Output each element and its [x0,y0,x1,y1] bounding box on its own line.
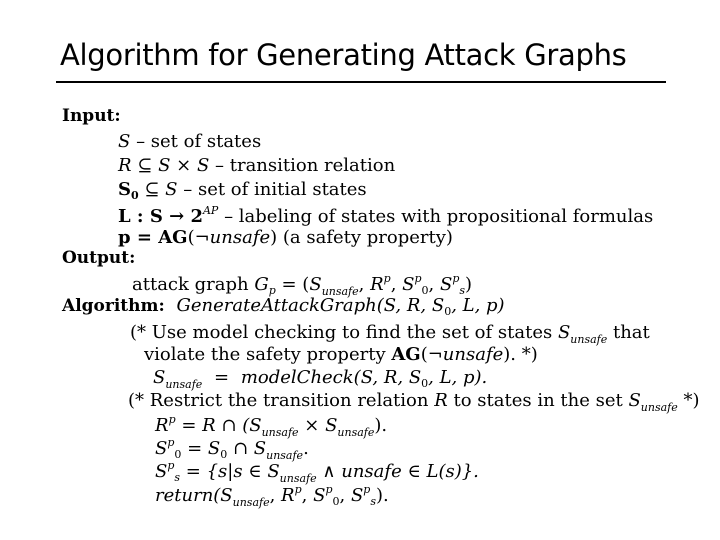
R-ret: R [281,485,295,506]
S-rp1: S [249,415,262,436]
ap-superscript: AP [202,204,219,217]
s-sub: s [459,284,466,297]
unsafe-sub-c3: unsafe [640,401,678,414]
Ss-ret: S [350,485,364,506]
paren-open: (¬ [187,227,210,248]
property-eq: = [130,227,159,248]
R-p: R [370,274,384,295]
unsafe-sub-c1: unsafe [570,333,608,346]
args-zero: 0 [444,305,452,318]
return-close: ). [376,485,389,506]
unsafe-sub-ret: unsafe [232,496,270,509]
two: 2 [190,206,203,227]
function-args-end: , L, p) [451,295,505,316]
R-rp: R [155,415,169,436]
algorithm-line [62,297,505,317]
zero-s0p-2: 0 [220,448,228,461]
mc-zero: 0 [421,377,429,390]
p-sup-3: p [452,272,460,285]
tuple-close: ) [465,274,473,295]
modelcheck-args: (S, R, S [353,367,422,388]
cap: ∩ S [227,438,267,459]
assign-eq: = [208,367,235,388]
input-property-line [118,229,453,247]
symbol-R: R [118,155,132,176]
p-sup-ret2: p [325,483,333,496]
S0-p: S [402,274,415,295]
p-sub: p [268,284,276,297]
symbol-S: S [118,131,131,152]
initial-description: – set of initial states [177,179,367,200]
s-sub-ret: s [370,495,376,508]
p-sup-1: p [383,272,391,285]
in-L: ∈ L(s)}. [401,461,479,482]
comment1-text: (* Use model checking to find the set of states [130,322,558,343]
labeling-math: : S → [130,206,191,227]
p-sup-rp: p [168,413,176,426]
unsafe-symbol: unsafe [209,227,271,248]
slide-title: Algorithm for Generating Attack Graphs [60,38,627,72]
p-sup-ret1: p [294,483,302,496]
return-open: (S [213,485,233,506]
s-sub-ssp: s [174,471,181,484]
s0p-period: . [303,438,309,459]
transition-description: – transition relation [209,155,396,176]
S0-ret: S [313,485,326,506]
input-transition-line [118,157,395,175]
comment3-mid: to states in the set [447,390,629,411]
ret-comma-2: , [301,485,314,506]
p-sup-s0p: p [167,436,175,449]
comment-line-3 [128,392,700,413]
assign-line-1 [153,369,487,390]
ssp-line [155,460,479,484]
S-rp2: S [325,415,338,436]
input-initial-line [118,181,367,201]
transition-math: ⊆ S × S [131,155,210,176]
S-unsafe: S [309,274,322,295]
comment-line-1 [130,324,650,345]
paren-close: ) [270,227,278,248]
unsafe-sub-a1: unsafe [165,378,203,391]
ret-comma-3: , [339,485,351,506]
property-description: (a safety property) [277,227,453,248]
input-heading: Input: [62,106,121,126]
unsafe-sub-ssp: unsafe [279,472,317,485]
ssp-mid: = {s|s ∈ S [180,461,280,482]
S-unsafe-a1: S [153,367,166,388]
symbol-L: L [118,206,131,227]
S-unsafe-c1: S [557,322,571,343]
rp-mid: = R ∩ ( [175,415,250,436]
symbol-G: G [254,274,269,295]
comment2-text: violate the safety property [144,344,392,365]
ag-operator: AG [158,227,188,248]
comment2-paren: (¬ [420,344,443,365]
Ss-p: S [440,274,453,295]
return-line [155,484,389,508]
input-states-line [118,133,261,151]
labeling-description: – labeling of states with propositional formulas [218,206,654,227]
p-sup-ret3: p [363,483,371,496]
attack-graph-text: attack graph [132,274,255,295]
times: × [298,415,326,436]
modelcheck-end: , L, p). [428,367,488,388]
input-labeling-line [118,205,653,226]
comment3-text: (* Restrict the transition relation [128,390,435,411]
return-keyword: return [155,485,214,506]
output-heading: Output: [62,248,136,268]
unsafe-c2: unsafe [442,344,504,365]
R-c3: R [434,390,448,411]
title-underline [56,81,666,83]
p-sup-ssp: p [167,459,175,472]
zero-sub: 0 [421,284,429,297]
unsafe-sub-rp2: unsafe [337,426,375,439]
comment3-end: *) [677,390,700,411]
S-unsafe-c3: S [628,390,641,411]
symbol-p: p [118,227,131,248]
tuple-open: = ( [275,274,310,295]
and: ∧ [316,461,342,482]
modelcheck-fn: modelCheck [240,367,354,388]
function-args: (S, R, S [376,295,445,316]
Ssp: S [155,461,168,482]
comment1-end: that [607,322,650,343]
p-sup-2: p [414,272,422,285]
ret-comma-1: , [269,485,282,506]
zero-ret: 0 [332,495,340,508]
symbol-S0: S [118,179,131,200]
unsafe-ssp: unsafe [341,461,402,482]
states-description: – set of states [130,131,262,152]
comment2-end: ). *) [503,344,538,365]
unsafe-sub: unsafe [321,285,359,298]
rp-line [155,414,387,438]
comma-1: , [358,274,371,295]
comma-3: , [428,274,440,295]
s0p-line [155,437,309,461]
output-line [132,273,472,297]
S0p: S [155,438,168,459]
comma-2: , [390,274,403,295]
s0p-mid: = S [181,438,221,459]
ag-operator-c2: AG [391,344,421,365]
initial-math: ⊆ S [138,179,178,200]
comment-line-2 [144,346,538,364]
sub-zero: 0 [131,189,139,202]
unsafe-sub-rp1: unsafe [261,426,299,439]
function-name: GenerateAttackGraph [176,295,377,316]
unsafe-sub-s0p: unsafe [266,449,304,462]
rp-end: ). [374,415,388,436]
zero-s0p: 0 [174,448,182,461]
algorithm-heading: Algorithm: [62,296,165,316]
